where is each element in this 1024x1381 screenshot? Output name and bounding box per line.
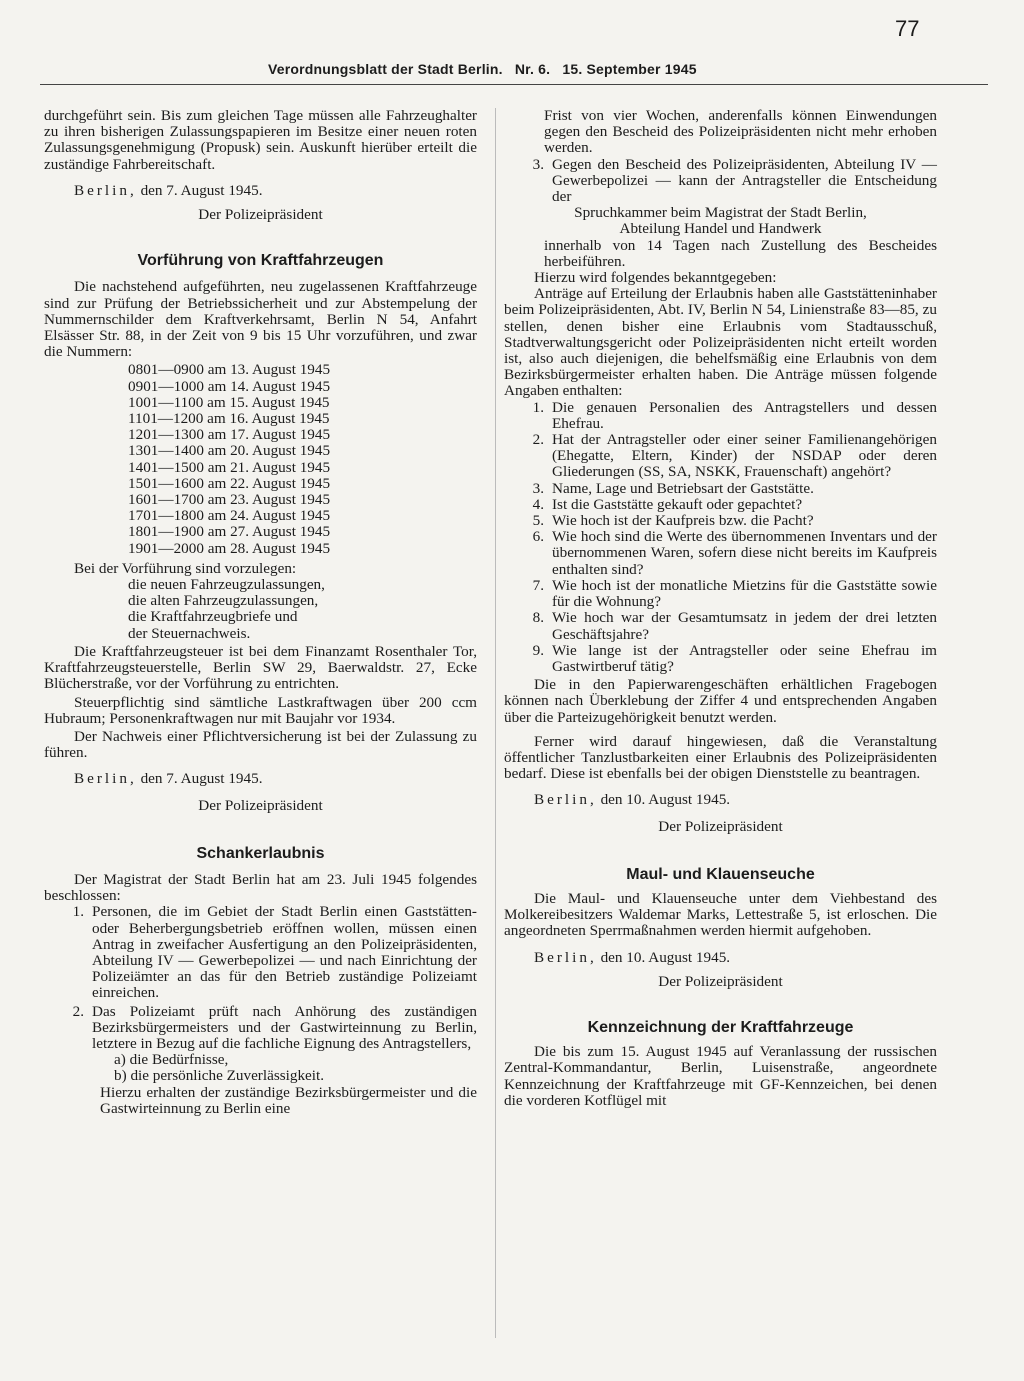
section-heading: Kennzeichnung der Kraftfahrzeuge	[587, 1018, 854, 1036]
paragraph: Die nachstehend aufgeführten, neu zugelassenen Kraftfahrzeuge sind zur Prüfung der Betriebssicherheit und zur Abstempelung der Nummernschilder dem Kraftverkehrsamt, Berlin N 54, Anfahrt Elsässer Str. 88, in der Zeit von 9 bis 15 Uhr vorzuführen, und zwar die Nummern:	[44, 278, 477, 361]
section-heading: Schankerlaubnis	[196, 844, 325, 862]
paragraph: Der Magistrat der Stadt Berlin hat am 23. Juli 1945 folgendes beschlossen:	[44, 870, 477, 905]
list-item: 2. Das Polizeiamt prüft nach Anhörung des zuständigen Bezirksbürgermeisters und der Gastwirteinnung zu Berlin, letztere in Bezug auf die fachliche Eignung des Antragstellers,	[72, 1002, 477, 1052]
column-divider	[495, 108, 496, 1338]
question-list	[504, 400, 937, 675]
signature-line: Berlin, den 10. August 1945.	[534, 791, 731, 809]
criteria-list	[114, 1052, 477, 1084]
running-header	[268, 61, 705, 77]
paragraph: Anträge auf Erteilung der Erlaubnis haben alle Gaststätteninhaber beim Polizeipräsidenten, Abt. IV, Berlin N 54, Linienstraße 83—85, zu stellen, denen bisher eine Erlaubnis vom Stadtausschuß, Stadtverwaltungsgericht oder Polizeipräsidenten nicht erteilt worden ist, also auch diejenigen, die behelfsmäßig eine Erlaubnis von dem Bezirksbürgermeister erhalten haben. Die Anträge müssen folgende Angaben enthalten:	[504, 285, 937, 400]
schedule-row: 1601—1700 am 23. August 1945	[128, 491, 331, 509]
authority: Der Polizeipräsident	[658, 972, 783, 990]
paragraph: Frist von vier Wochen, anderenfalls können Einwendungen gegen den Bescheid des Polizeipräsidenten nicht mehr erhoben werden.	[544, 107, 937, 157]
signature-line: Berlin, den 10. August 1945.	[534, 948, 731, 966]
schedule-row: 1201—1300 am 17. August 1945	[128, 426, 331, 444]
paragraph: innerhalb von 14 Tagen nach Zustellung des Bescheides herbeiführen.	[544, 236, 937, 270]
schedule-row: 1001—1100 am 15. August 1945	[128, 393, 330, 411]
list-item: 9. Wie lange ist der Antragsteller oder seine Ehefrau im Gastwirtberuf tätig?	[532, 641, 937, 675]
numbered-list	[504, 157, 937, 206]
schedule-row: 1501—1600 am 22. August 1945	[128, 474, 331, 492]
paragraph: Der Nachweis einer Pflichtversicherung ist bei der Zulassung zu führen.	[44, 727, 477, 762]
schedule-row: 1301—1400 am 20. August 1945	[128, 442, 331, 460]
paragraph: Bei der Vorführung sind vorzulegen:	[74, 559, 297, 577]
schedule-row: 1801—1900 am 27. August 1945	[128, 523, 331, 541]
list-item: der Steuernachweis.	[128, 624, 251, 642]
paragraph: Die in den Papierwarengeschäften erhältlichen Fragebogen können nach Überklebung der Ziffer 4 und entsprechenden Angaben über die Parteizugehörigkeit benutzt werden.	[504, 676, 937, 726]
paragraph: Abteilung Handel und Handwerk	[619, 220, 822, 238]
schedule-row: 1901—2000 am 28. August 1945	[128, 539, 331, 557]
list-item: 1. Die genauen Personalien des Antragstellers und dessen Ehefrau.	[532, 398, 937, 432]
left-column	[44, 108, 477, 1117]
schedule-row: 1701—1800 am 24. August 1945	[128, 507, 331, 525]
paragraph: Die Maul- und Klauenseuche unter dem Viehbestand des Molkereibesitzers Waldemar Marks, Lettestraße 5, ist erloschen. Die angeordneten Sperrmaßnahmen werden hiermit aufgehoben.	[504, 889, 937, 940]
paragraph: Steuerpflichtig sind sämtliche Lastkraftwagen über 200 ccm Hubraum; Personenkraftwagen nur mit Baujahr vor 1934.	[44, 693, 477, 727]
schedule-table	[128, 362, 477, 556]
paragraph: Hierzu wird folgendes bekanntgegeben:	[534, 269, 777, 287]
list-item: die alten Fahrzeugzulassungen,	[128, 592, 319, 610]
list-item: die Kraftfahrzeugbriefe und	[128, 608, 298, 626]
list-item: 2. Hat der Antragsteller oder einer seiner Familienangehörigen (Ehegatte, Eltern, Kinder) der NSDAP oder deren Gliederungen (SS, SA, NSKK, Frauenschaft) angehört?	[532, 431, 937, 481]
list-item: die neuen Fahrzeugzulassungen,	[128, 576, 325, 594]
signature-line: Berlin, den 7. August 1945.	[74, 770, 263, 788]
list-item: b) die persönliche Zuverlässigkeit.	[114, 1067, 325, 1085]
paragraph: Ferner wird darauf hingewiesen, daß die Veranstaltung öffentlicher Tanzlustbarkeiten einer Erlaubnis des Polizeipräsidenten bedarf. Diese ist ebenfalls bei der obigen Dienststelle zu beantragen.	[504, 732, 937, 783]
journal-title: Verordnungsblatt der Stadt Berlin.	[268, 61, 503, 77]
issue-date: 15. September 1945	[562, 61, 697, 77]
authority: Der Polizeipräsident	[658, 817, 783, 835]
schedule-row: 0901—1000 am 14. August 1945	[128, 377, 331, 395]
authority: Der Polizeipräsident	[198, 206, 323, 224]
schedule-row: 0801—0900 am 13. August 1945	[128, 361, 331, 379]
signature-line: Berlin, den 7. August 1945.	[74, 181, 263, 199]
right-column	[504, 108, 937, 1109]
list-item: 6. Wie hoch sind die Werte des übernommenen Inventars und der übernommenen Waren, sofern diese nicht bereits im Kaufpreis enthalten sind?	[532, 528, 937, 578]
section-heading: Vorführung von Kraftfahrzeugen	[137, 252, 384, 270]
issue-number: Nr. 6.	[514, 61, 551, 77]
list-item: 4. Ist die Gaststätte gekauft oder gepachtet?	[532, 495, 803, 513]
schedule-row: 1401—1500 am 21. August 1945	[128, 458, 331, 476]
list-item: 3. Name, Lage und Betriebsart der Gaststätte.	[532, 479, 814, 497]
paragraph: Spruchkammer beim Magistrat der Stadt Berlin,	[574, 204, 867, 222]
page-number: 77	[895, 16, 920, 41]
list-item: 8. Wie hoch war der Gesamtumsatz in jedem der drei letzten Geschäftsjahre?	[532, 609, 937, 643]
paragraph: Die Kraftfahrzeugsteuer ist bei dem Finanzamt Rosenthaler Tor, Kraftfahrzeugsteuerstelle, Berlin SW 29, Baerwaldstr. 27, Ecke Blücherstraße, vor der Vorführung zu entrichten.	[44, 642, 477, 693]
document-list	[128, 577, 477, 642]
numbered-list	[44, 904, 477, 1052]
paragraph: Hierzu erhalten der zuständige Bezirksbürgermeister und die Gastwirteinnung zu Berlin eine	[100, 1083, 477, 1117]
list-item: 7. Wie hoch ist der monatliche Mietzins für die Gaststätte sowie für die Wohnung?	[532, 576, 937, 611]
paragraph: Die bis zum 15. August 1945 auf Veranlassung der russischen Zentral-Kommandantur, Berlin, Luisenstraße, angeordnete Kennzeichnung der Kraftfahrzeuge mit GF-Kennzeichen, bei denen die vorderen Kotflügel mit	[504, 1043, 937, 1109]
paragraph: durchgeführt sein. Bis zum gleichen Tage müssen alle Fahrzeughalter zu ihren bisherigen Zulassungspapieren im Besitze einer neuen roten Zulassungsgenehmigung (Propusk) sein. Auskunft hierüber erteilt die zuständige Fahrbereitschaft.	[44, 107, 477, 173]
schedule-row: 1101—1200 am 16. August 1945	[128, 410, 330, 428]
authority: Der Polizeipräsident	[198, 796, 323, 814]
header-rule	[40, 84, 988, 85]
list-item: 3. Gegen den Bescheid des Polizeipräsidenten, Abteilung IV — Gewerbepolizei — kann der Antragsteller die Entscheidung der	[532, 155, 937, 206]
list-item: 1. Personen, die im Gebiet der Stadt Berlin einen Gaststätten- oder Beherbergungsbetrieb eröffnen wollen, müssen einen Antrag in zweifacher Ausfertigung an den Polizeipräsidenten, Abteilung IV — Gewerbepolizei — und nach Einrichtung der Polizeiämter an das für den Betrieb zuständige Polizeiamt einreichen.	[72, 903, 477, 1002]
list-item: 5. Wie hoch ist der Kaufpreis bzw. die Pacht?	[532, 512, 814, 530]
list-item: a) die Bedürfnisse,	[114, 1051, 229, 1069]
section-heading: Maul- und Klauenseuche	[626, 865, 815, 883]
